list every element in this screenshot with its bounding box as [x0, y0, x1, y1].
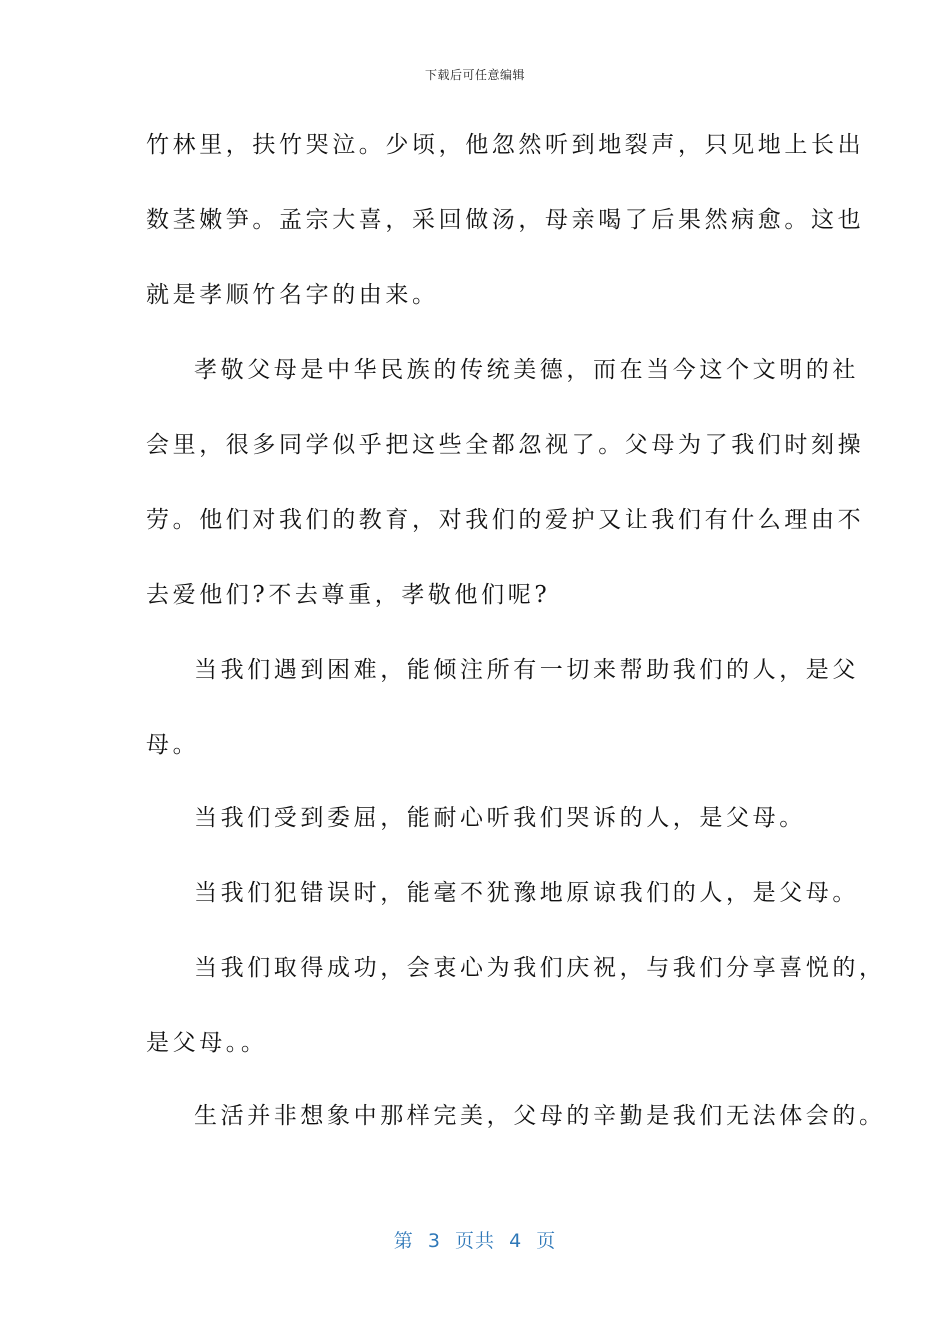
text-line: 去爱他们?不去尊重，孝敬他们呢? [146, 582, 551, 608]
paragraph-start-line: 孝敬父母是中华民族的传统美德，而在当今这个文明的社 [194, 357, 859, 383]
text-line: 是父母。。 [146, 1030, 268, 1056]
text-line: 母。 [146, 732, 200, 758]
text-line: 数茎嫩笋。孟宗大喜，采回做汤，母亲喝了后果然病愈。这也 [146, 207, 865, 233]
paragraph-start-line: 当我们取得成功，会衷心为我们庆祝，与我们分享喜悦的， [194, 955, 886, 981]
text-line: 劳。他们对我们的教育，对我们的爱护又让我们有什么理由不 [146, 507, 865, 533]
paragraph-start-line: 当我们犯错误时，能毫不犹豫地原谅我们的人，是父母。 [194, 880, 859, 906]
text-line: 就是孝顺竹名字的由来。 [146, 282, 439, 308]
page-number-footer: 第 3 页共 4 页 [393, 1230, 557, 1252]
text-line: 会里，很多同学似乎把这些全都忽视了。父母为了我们时刻操 [146, 432, 865, 458]
text-line: 竹林里，扶竹哭泣。少顷，他忽然听到地裂声，只见地上长出 [146, 132, 865, 158]
paragraph-start-line: 当我们受到委屈，能耐心听我们哭诉的人，是父母。 [194, 805, 806, 831]
page-header-note: 下载后可任意编辑 [424, 68, 525, 82]
paragraph-start-line: 当我们遇到困难，能倾注所有一切来帮助我们的人，是父 [194, 657, 859, 683]
paragraph-start-line: 生活并非想象中那样完美，父母的辛勤是我们无法体会的。 [194, 1103, 886, 1129]
